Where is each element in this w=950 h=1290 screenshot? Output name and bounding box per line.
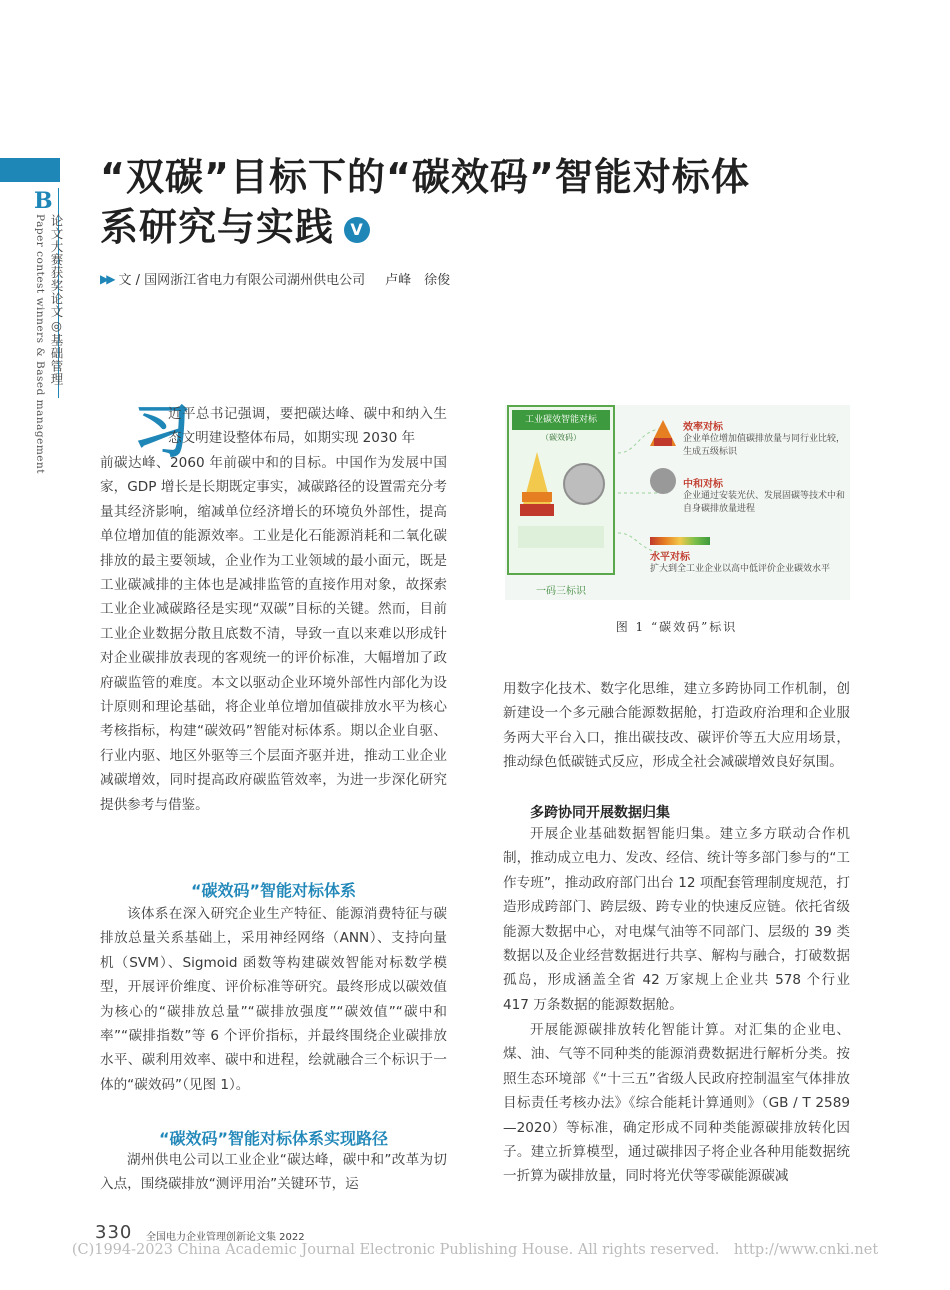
qr-code-circle: [564, 464, 604, 504]
figure-panel-footer: 一码三标识: [536, 586, 586, 597]
drop-cap: 习: [133, 397, 192, 465]
section-letter: B: [34, 188, 53, 214]
col2-paragraph-1: 用数字化技术、数字化思维，建立多跨协同工作机制，创新建设一个多元融合能源数据舱，打造政府治理和企业服务两大平台入口，推出碳技改、碳评价等五大应用场景，推动绿色低碳链式反应，形成全社会减碳增效良好氛围。: [503, 681, 850, 771]
double-arrow-icon: ▶▶: [100, 271, 113, 286]
figure-item-title: 水平对标: [650, 552, 690, 563]
page-number: 330: [95, 1222, 133, 1243]
section-1-text: 该体系在深入研究企业生产特征、能源消费特征与碳排放总量关系基础上，采用神经网络（ANN）、支持向量机（SVM）、Sigmoid 函数等构建碳效智能对标数学模型，开展评价维度、评价标准等研究。最终形成以碳效值为核心的“碳排放总量”“碳排放强度”“碳效值”“碳中和率”“碳排指数”等 6 个评价指标，并最终围绕企业碳排放水平、碳利用效率、碳中和进程，绘就融合三个标识于一体的“碳效码”（见图 1）。: [100, 906, 447, 1093]
col2-paragraph-2: 开展企业基础数据智能归集。建立多方联动合作机制，推动成立电力、发改、经信、统计等多部门参与的“工作专班”，推动政府部门出台 12 项配套管理制度规范，打造形成跨部门、跨层级、跨专业的快速反应链。依托省级能源大数据中心，对电煤气油等不同部门、层级的 39 类数据以及企业经营数据进行共享、解构与融合，打破数据孤岛，形成涵盖全省 42 万家规上企业共 578 个行业 417 万条数据的能源数据舱。: [503, 826, 850, 1013]
title-line-1: “双碳”目标下的“碳效码”智能对标体: [100, 155, 750, 199]
author-organization: 文 / 国网浙江省电力有限公司湖州供电公司: [118, 273, 366, 288]
figure-item-desc: 企业单位增加值碳排放量与同行业比较，生成五级标识: [683, 434, 846, 457]
figure-panel-info: [518, 526, 604, 548]
figure-item-level: [650, 548, 848, 576]
author-names: 卢峰 徐俊: [385, 273, 451, 288]
efficiency-pyramid-icon: [648, 418, 678, 448]
qr-icon: [650, 468, 676, 494]
figure-item-title: 中和对标: [683, 479, 723, 490]
article-title: [100, 152, 900, 252]
v-badge-icon: V: [344, 217, 370, 243]
figure-item-title: 效率对标: [683, 422, 723, 433]
subsection-title: 多跨协同开展数据归集: [530, 805, 670, 821]
sidebar-label: [30, 214, 64, 634]
figure-item-desc: 扩大到全工业企业以高中低评价企业碳效水平: [650, 564, 831, 574]
journal-name: 全国电力企业管理创新论文集 2022: [146, 1232, 305, 1243]
figure-pyramid: [512, 446, 610, 554]
figure-caption: 图 1 “碳效码”标识: [615, 620, 738, 634]
intro-paragraph: 前碳达峰、2060 年前碳中和的目标。中国作为发展中国家，GDP 增长是长期既定事实，减碳路径的设置需充分考量其经济影响，缩减单位经济增长的环境负外部性，提高单位增加值的能源效率。工业是化石能源消耗和二氧化碳排放的最主要领域，企业作为工业领域的最小面元，既是工业碳减排的主体也是减排监管的直接作用对象，故探索工业企业减碳路径是实现“双碳”目标的关键。然而，目前工业企业数据分散且底数不清，导致一直以来难以形成针对企业碳排放表现的客观统一的评价标准，大幅增加了政府碳监管的难度。本文以驱动企业环境外部性内部化为设计原则和理论基础，将企业单位增加值碳排放水平为核心考核指标，构建“碳效码”智能对标体系。期以企业自驱、行业内驱、地区外驱等三个层面齐驱并进，推动工业企业减碳增效，同时提高政府碳监管效率，为进一步深化研究提供参考与借鉴。: [100, 455, 447, 813]
intro-first-lines: 近平总书记强调，要把碳达峰、碳中和纳入生态文明建设整体布局，如期实现 2030 年: [168, 406, 447, 447]
copyright-notice: (C)1994-2023 China Academic Journal Electronic Publishing House. All rights reserved. http://www.cnki.net: [71, 1242, 879, 1258]
figure-panel-title: 工业碳效智能对标: [512, 410, 610, 430]
section-2-text: 湖州供电公司以工业企业“碳达峰，碳中和”改革为切入点，围绕碳排放“测评用治”关键环节，运: [100, 1152, 447, 1193]
sidebar-accent-bar: [0, 158, 60, 182]
section-1-title: “碳效码”智能对标体系: [190, 881, 357, 900]
title-line-2: 系研究与实践 V: [100, 202, 900, 252]
figure-item-efficiency: [683, 418, 848, 459]
pyramid-band-red: [520, 504, 554, 516]
sidebar-label-cn: 论文大赛获奖论文◎基础管理: [49, 214, 64, 386]
figure-item-desc: 企业通过安装光伏、发展固碳等技术中和自身碳排放量进程: [683, 491, 846, 514]
col2-paragraph-3: 开展能源碳排放转化智能计算。对汇集的企业电、煤、油、气等不同种类的能源消费数据进行解析分类。按照生态环境部《“十三五”省级人民政府控制温室气体排放目标责任考核办法》《综合能耗计算通则》（GB / T 2589—2020）等标准，确定形成不同种类能源碳排放转化因子。建立折算模型，通过碳排因子将企业各种用能数据统一折算为碳排放量，同时将光伏等零碳能源碳减: [503, 1022, 850, 1185]
section-2-title: “碳效码”智能对标体系实现路径: [158, 1129, 389, 1148]
level-bar-icon: [650, 537, 710, 545]
pyramid-band-orange: [522, 492, 552, 502]
figure-panel-subtitle: （碳效码）: [541, 433, 581, 442]
sidebar-label-en: Paper contest winners & Based management: [34, 214, 46, 474]
byline: [100, 269, 450, 288]
figure-item-neutral: [683, 475, 848, 516]
